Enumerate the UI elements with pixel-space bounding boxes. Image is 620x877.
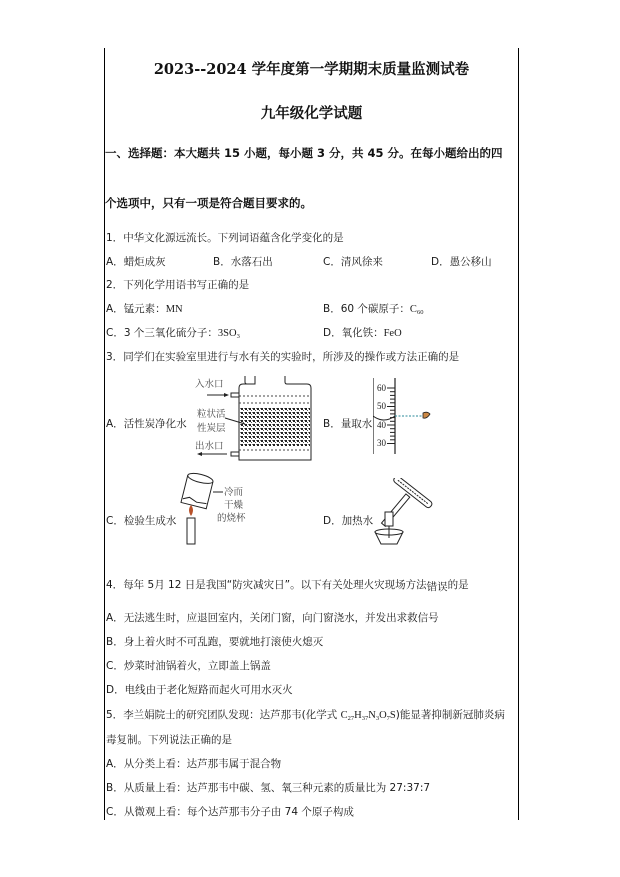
text-span: A．	[106, 418, 124, 430]
text-span: 蜡炬成灰	[123, 256, 166, 268]
q5-option-b	[106, 781, 430, 795]
question-1	[106, 231, 344, 245]
section-heading-line2: 个选项中，只有一项是符合题目要求的。	[105, 196, 312, 210]
text-span: C	[340, 710, 348, 721]
text-span: 3SO	[217, 328, 237, 339]
section-heading-line1: 一、选择题：本大题共 15 小题，每小题 3 分，共 45 分。在每小题给出的四	[105, 146, 503, 160]
text-span: A．	[106, 612, 124, 624]
q3-option-d	[323, 514, 373, 528]
text-span: 清风徐来	[340, 256, 383, 268]
outlet-label: 出水口	[195, 441, 224, 452]
text-span: C	[409, 304, 417, 315]
text-span: 愚公移山	[449, 256, 492, 268]
text-span: 3	[236, 333, 240, 340]
text-span: B．	[106, 636, 124, 648]
q2-option-a	[106, 302, 183, 317]
carbon-layer-label-1: 粒状活	[197, 409, 226, 420]
text-span: FeO	[383, 328, 402, 339]
text-span: N	[368, 710, 376, 721]
text-span: D．	[323, 327, 342, 339]
text-span: 电线由于老化短路而起火可用水灭火	[124, 684, 293, 696]
text-span: 7	[386, 715, 390, 722]
question-4	[106, 578, 469, 592]
text-span: 60 个碳原子：	[340, 303, 410, 315]
activated-carbon-filter-figure	[189, 372, 319, 464]
text-span: 无法逃生时，应退回室内，关闭门窗，向门窗浇水，并发出求救信号	[123, 612, 439, 624]
q2-option-d	[323, 326, 402, 341]
text-span: D．	[106, 684, 125, 696]
text-span: C．	[106, 327, 124, 339]
text-span: 检验生成水	[123, 515, 177, 527]
text-span: 身上着火时不可乱跑，要就地打滚使火熄灭	[123, 636, 324, 648]
tick-50: 50	[377, 401, 386, 411]
beaker-over-candle-figure	[177, 472, 257, 550]
text-span: D．	[323, 515, 342, 527]
text-span: 李兰娟院士的研究团队发现：达芦那韦(化学式	[123, 709, 341, 721]
text-span: 从微观上看：每个达芦那韦分子由 74 个原子构成	[123, 806, 354, 818]
q4-option-c	[106, 659, 271, 673]
text-span: S	[389, 710, 396, 721]
q5-option-a	[106, 757, 281, 771]
text-span: 同学们在实验室里进行与水有关的实验时，所涉及的操作或方法正确的是	[123, 351, 460, 363]
text-span: C．	[106, 660, 124, 672]
graduated-cylinder-figure	[373, 378, 453, 458]
text-span: C．	[106, 806, 124, 818]
q1-option-d	[431, 255, 492, 269]
question-stem: 中华文化源远流长。下列词语蕴含化学变化的是	[123, 232, 344, 244]
text-span: A．	[106, 758, 124, 770]
beaker-note-1: 冷而	[224, 487, 244, 498]
text-span: C．	[323, 256, 341, 268]
text-span: 活性炭净化水	[123, 418, 187, 430]
beaker-note-3: 的烧杯	[217, 513, 246, 524]
text-span: 60	[416, 309, 424, 316]
question-2	[106, 278, 249, 292]
carbon-layer-label-2: 性炭层	[197, 423, 226, 434]
text-span: 4．	[106, 579, 124, 591]
text-span: 2．	[106, 279, 124, 291]
q3-option-a	[106, 417, 187, 431]
text-span: MN	[165, 304, 183, 315]
text-span: 锰元素：	[123, 303, 166, 315]
test-tube-heating-figure	[371, 478, 447, 550]
tick-40: 40	[377, 420, 386, 430]
tick-60: 60	[377, 383, 386, 393]
text-span: 3 个三氧化硫分子：	[123, 327, 218, 339]
text-span: 3	[375, 715, 380, 722]
exam-subtitle: 九年级化学试题	[260, 105, 363, 122]
text-span: A．	[106, 256, 124, 268]
text-span: 27	[347, 715, 355, 722]
text-span: 每年 5月 12 日是我国“防灾减灾日”。以下有关处理火灾现场方法	[123, 579, 427, 591]
tick-30: 30	[377, 438, 386, 448]
text-span: 3．	[106, 351, 124, 363]
text-span: 5．	[106, 709, 124, 721]
text-span: C．	[106, 515, 124, 527]
exam-title: 2023--2024 学年度第一学期期末质量监测试卷	[153, 61, 470, 78]
question-5-line2: 毒复制。下列说法正确的是	[106, 734, 232, 746]
q1-option-c	[323, 255, 383, 269]
q4-option-b	[106, 635, 323, 649]
text-span: O	[379, 710, 387, 721]
text-span: 炒菜时油锅着火，立即盖上锅盖	[123, 660, 271, 672]
text-span: 加热水	[341, 515, 374, 527]
text-span: B．	[213, 256, 231, 268]
text-span: H	[354, 710, 362, 721]
text-span: 下列化学用语书写正确的是	[123, 279, 250, 291]
q2-option-b	[323, 302, 423, 317]
q4-option-a	[106, 611, 439, 625]
q5-option-c	[106, 805, 354, 819]
q3-option-b	[323, 417, 372, 431]
question-3	[106, 350, 459, 364]
text-span: 的是	[447, 579, 469, 591]
text-span: A．	[106, 303, 124, 315]
question-5-line1	[106, 708, 505, 723]
text-span: 37	[361, 715, 369, 722]
text-span: )能显著抑制新冠肺炎病	[395, 709, 505, 721]
text-span: 氧化铁：	[341, 327, 384, 339]
q2-option-c	[106, 326, 240, 341]
question-number: 1．	[106, 232, 124, 244]
text-span: B．	[323, 303, 341, 315]
text-span: 从质量上看：达芦那韦中碳、氢、氧三种元素的质量比为 27:37:7	[123, 782, 431, 794]
text-span: 量取水	[340, 418, 373, 430]
text-span: D．	[431, 256, 450, 268]
beaker-note-2: 干燥	[224, 500, 244, 511]
text-span: 水落石出	[230, 256, 273, 268]
emphasis-wrong: 错误	[426, 581, 448, 593]
q3-option-c	[106, 514, 176, 528]
exam-page	[104, 48, 519, 820]
q1-option-a	[106, 255, 166, 269]
q4-option-d	[106, 683, 293, 697]
text-span: B．	[106, 782, 124, 794]
inlet-label: 入水口	[195, 379, 224, 390]
chemical-formula	[341, 710, 396, 721]
text-span: 从分类上看：达芦那韦属于混合物	[123, 758, 282, 770]
text-span: B．	[323, 418, 341, 430]
q1-option-b	[213, 255, 273, 269]
